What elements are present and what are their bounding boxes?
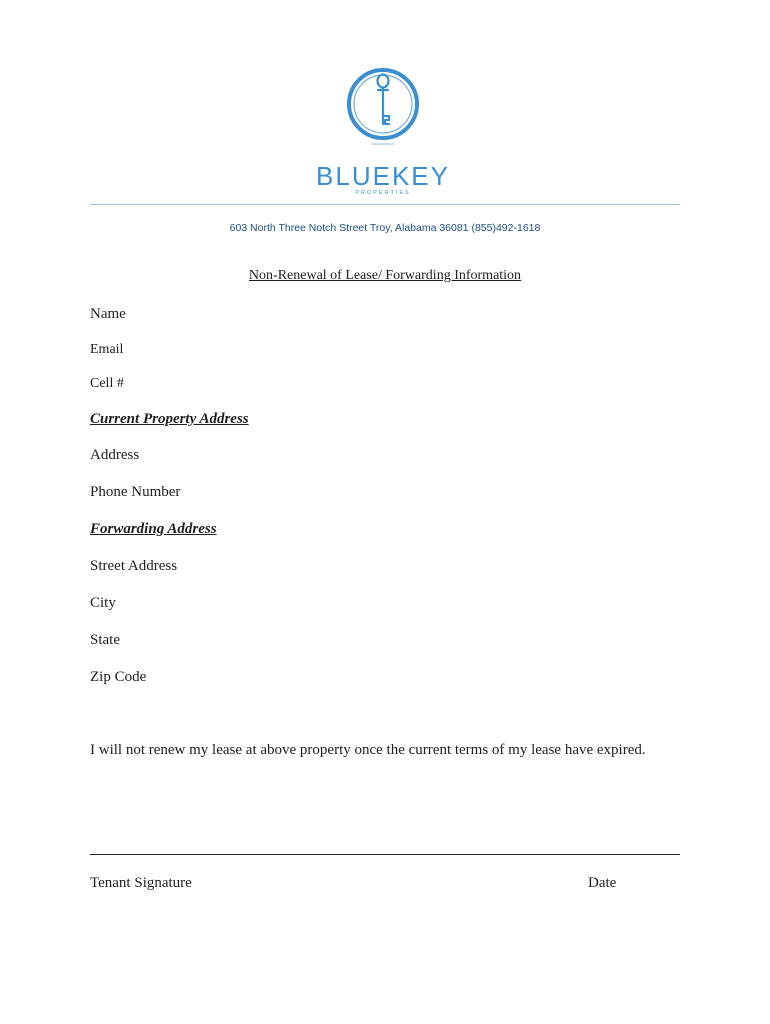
- signature-line[interactable]: [90, 854, 680, 855]
- date-label: Date: [588, 875, 617, 891]
- address-label: Address: [90, 447, 140, 463]
- phone-number-label: Phone Number: [90, 484, 181, 500]
- zip-code-label: Zip Code: [90, 669, 147, 685]
- contact-line: 603 North Three Notch Street Troy, Alabama 36081 (855)492-1618: [229, 222, 541, 234]
- city-label: City: [90, 595, 116, 611]
- tenant-signature-label: Tenant Signature: [90, 875, 192, 891]
- street-address-label: Street Address: [90, 558, 178, 574]
- email-label: Email: [90, 342, 124, 357]
- current-address-heading: Current Property Address: [90, 411, 249, 427]
- cell-label: Cell #: [90, 376, 124, 391]
- forwarding-address-heading: Forwarding Address: [90, 521, 217, 537]
- brand-subtitle: PROPERTIES: [355, 190, 411, 196]
- non-renewal-statement: I will not renew my lease at above property once the current terms of my lease have expired.: [90, 742, 646, 758]
- form-title: Non-Renewal of Lease/ Forwarding Information: [248, 268, 522, 283]
- name-label: Name: [90, 306, 126, 322]
- state-label: State: [90, 632, 120, 648]
- key-icon: [378, 75, 390, 125]
- header-divider: [90, 204, 680, 205]
- bluekey-logo: [316, 62, 450, 200]
- brand-name: BLUEKEY: [316, 161, 450, 191]
